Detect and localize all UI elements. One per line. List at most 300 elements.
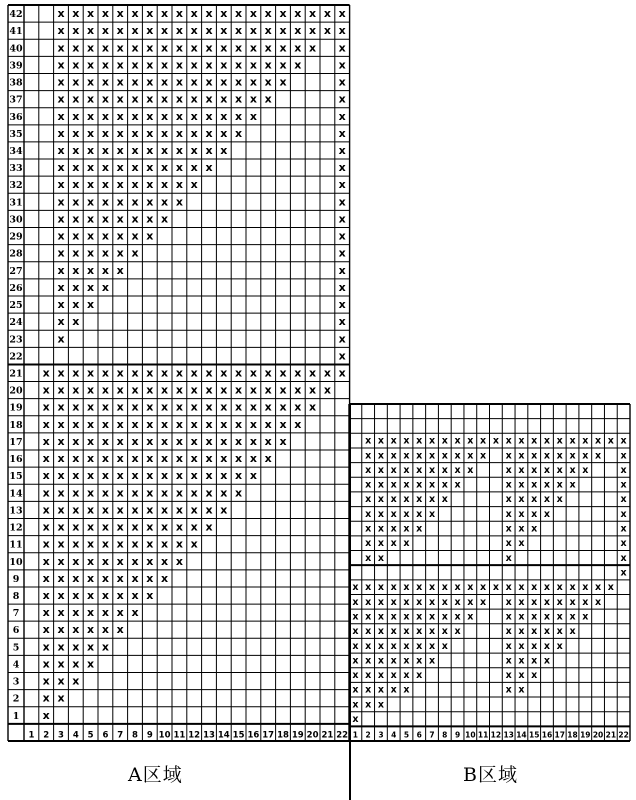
grid-a-cell-mark: x [294,41,302,55]
grid-b-cell-mark: x [531,494,538,506]
grid-a-cell-mark: x [264,41,272,55]
grid-b-cell-mark: x [518,640,525,652]
grid-a-cell-mark: x [116,24,124,38]
grid-b-cell-mark: x [377,582,385,594]
grid-a-cell-mark: x [249,75,257,89]
grid-a-cell-mark: x [249,92,257,106]
grid-a-cell-mark: x [131,469,139,483]
grid-b-cell-mark: x [365,596,372,608]
grid-a-cell-mark: x [131,246,139,260]
grid-a-cell-mark: x [338,126,346,140]
grid-a-cell-mark: x [87,58,95,72]
grid-a-cell-mark: x [205,400,213,414]
grid-a-cell-mark: x [57,229,65,243]
grid-b-cell-mark: x [390,494,397,506]
grid-a-cell-mark: x [101,589,109,603]
grid-a-row-label: 13 [9,505,23,517]
grid-a-cell-mark: x [57,58,65,72]
grid-a-cell-mark: x [72,212,80,226]
grid-a-cell-mark: x [42,657,50,671]
grid-a-row-label: 3 [12,676,20,688]
grid-a-cell-mark: x [116,126,124,140]
grid-b-cell-mark: x [607,435,614,447]
grid-a-cell-mark: x [72,400,80,414]
grid-a-cell-mark: x [72,554,80,568]
grid-a-cell-mark: x [146,229,154,243]
grid-a-cell-mark: x [161,434,169,448]
grid-b-cell-mark: x [377,523,385,535]
grid-b-cell-mark: x [352,670,359,682]
grid-a-cell-mark: x [338,109,346,123]
grid-a-cell-mark: x [131,606,139,620]
grid-a-cell-mark: x [131,195,139,209]
grid-a-cell-mark: x [57,7,65,21]
grid-b-cell-mark: x [377,626,385,638]
grid-a-cell-mark: x [57,315,65,329]
grid-a-cell-mark: x [101,606,109,620]
grid-a-col-label: 10 [158,730,171,741]
grid-a-cell-mark: x [116,434,124,448]
grid-a-cell-mark: x [131,571,139,585]
grid-b-cell-mark: x [403,684,410,696]
grid-a-cell-mark: x [146,434,154,448]
grid-b-cell-mark: x [403,508,410,520]
grid-a-col-label: 3 [58,730,64,741]
grid-a-cell-mark: x [42,400,50,414]
grid-a-row-label: 8 [12,591,20,603]
grid-a-cell-mark: x [42,623,50,637]
grid-b-cell-mark: x [352,684,359,696]
grid-a-cell-mark: x [101,161,109,175]
grid-a-cell-mark: x [101,520,109,534]
grid-a-cell-mark: x [220,469,228,483]
grid-a-col-label: 2 [43,730,50,741]
grid-a-cell-mark: x [338,7,346,21]
grid-a-cell-mark: x [116,58,124,72]
grid-a-cell-mark: x [161,161,169,175]
grid-a-row-label: 35 [9,128,23,140]
grid-a-cell-mark: x [116,503,124,517]
grid-a-row-label: 34 [9,145,23,157]
grid-a-cell-mark: x [338,366,346,380]
grid-a-cell-mark: x [72,143,80,157]
grid-b-cell-mark: x [416,479,423,491]
grid-a-cell-mark: x [57,606,65,620]
grid-a-cell-mark: x [161,537,169,551]
grid-b-col-label: 11 [477,730,489,740]
grid-a-cell-mark: x [101,640,109,654]
grid-a-cell-mark: x [57,417,65,431]
grid-a-cell-mark: x [42,708,50,722]
grid-a-cell-mark: x [249,109,257,123]
grid-a-col-label: 5 [87,730,94,741]
grid-a-cell-mark: x [87,280,95,294]
grid-a-cell-mark: x [116,246,124,260]
grid-b-cell-mark: x [543,450,551,462]
grid-a-cell-mark: x [205,126,213,140]
grid-a-cell-mark: x [131,417,139,431]
grid-b-cell-mark: x [569,596,576,608]
grid-a-cell-mark: x [42,452,50,466]
grid-a-cell-mark: x [175,486,183,500]
grid-a-cell-mark: x [338,41,346,55]
grid-a-cell-mark: x [146,58,154,72]
grid-b-cell-mark: x [620,523,627,535]
grid-b-cell-mark: x [620,479,627,491]
grid-a-cell-mark: x [146,41,154,55]
grid-a-cell-mark: x [279,383,287,397]
grid-a-cell-mark: x [190,178,198,192]
grid-a-cell-mark: x [87,246,95,260]
grid-b-cell-mark: x [365,435,372,447]
grid-b-cell-mark: x [556,611,563,623]
grid-a-cell-mark: x [264,92,272,106]
grid-b-col-label: 12 [490,730,502,740]
grid-a-row-label: 32 [9,180,23,192]
grid-a-cell-mark: x [161,126,169,140]
grid-a-cell-mark: x [101,434,109,448]
grid-b-cell-mark: x [594,435,602,447]
grid-a-cell-mark: x [116,606,124,620]
grid-a-cell-mark: x [57,109,65,123]
grid-b-cell-mark: x [505,655,512,667]
grid-b-cell-mark: x [454,596,461,608]
grid-a-cell-mark: x [101,366,109,380]
grid-a-cell-mark: x [161,178,169,192]
grid-b-cell-mark: x [403,479,410,491]
grid-a-col-label: 11 [173,730,186,741]
grid-a-cell-mark: x [101,126,109,140]
grid-a-cell-mark: x [249,400,257,414]
grid-a-cell-mark: x [42,434,50,448]
grid-b-cell-mark: x [377,494,385,506]
grid-a-cell-mark: x [72,623,80,637]
grid-b-cell-mark: x [416,523,423,535]
grid-a-cell-mark: x [190,58,198,72]
grid-a-cell-mark: x [57,212,65,226]
grid-a-cell-mark: x [161,469,169,483]
grid-b-col-label: 14 [516,730,527,740]
grid-a-row-label: 9 [12,573,20,585]
grid-a-cell-mark: x [249,366,257,380]
grid-a-cell-mark: x [161,195,169,209]
grid-b-cell-mark: x [518,538,525,550]
grid-b-cell-mark: x [365,464,372,476]
grid-a-cell-mark: x [87,417,95,431]
grid-b-col-label: 10 [465,730,476,740]
grid-b-cell-mark: x [569,464,576,476]
region-divider [349,404,351,800]
grid-a-cell-mark: x [161,554,169,568]
grid-a-cell-mark: x [72,195,80,209]
grid-a-cell-mark: x [72,657,80,671]
grid-a-cell-mark: x [205,109,213,123]
grid-a-cell-mark: x [190,143,198,157]
grid-a-cell-mark: x [42,520,50,534]
grid-a-col-label: 4 [72,730,79,741]
grid-a-cell-mark: x [146,126,154,140]
grid-b-cell-mark: x [390,626,397,638]
grid-a-cell-mark: x [57,161,65,175]
grid-a-cell-mark: x [146,486,154,500]
grid-a-row-label: 5 [12,642,20,654]
grid-b-cell-mark: x [505,670,512,682]
grid-b-cell-mark: x [390,464,397,476]
grid-b-cell-mark: x [454,464,461,476]
grid-b-cell-mark: x [556,596,563,608]
grid-a-cell-mark: x [87,75,95,89]
grid-a-row-label: 10 [9,556,23,568]
grid-a-cell-mark: x [249,24,257,38]
grid-a-cell-mark: x [72,315,80,329]
grid-b-cell-mark: x [467,450,474,462]
grid-a-cell-mark: x [235,126,243,140]
grid-a-cell-mark: x [116,41,124,55]
grid-b-cell-mark: x [582,450,589,462]
grid-a-col-label: 17 [262,730,275,741]
grid-a-cell-mark: x [338,58,346,72]
grid-b-cell-mark: x [454,479,461,491]
grid-b-cell-mark: x [556,494,563,506]
grid-a-cell-mark: x [57,554,65,568]
grid-a-cell-mark: x [220,92,228,106]
grid-a-cell-mark: x [220,417,228,431]
grid-a-cell-mark: x [72,298,80,312]
grid-a-cell-mark: x [220,58,228,72]
grid-a-cell-mark: x [101,195,109,209]
grid-b-cell-mark: x [365,494,372,506]
grid-a-cell-mark: x [205,24,213,38]
grid-a-cell-mark: x [87,469,95,483]
grid-b-cell-mark: x [543,611,551,623]
grid-a-cell-mark: x [235,469,243,483]
grid-a-cell-mark: x [87,520,95,534]
grid-a-cell-mark: x [175,520,183,534]
grid-a-cell-mark: x [161,41,169,55]
grid-b-cell-mark: x [505,552,512,564]
grid-b-cell-mark: x [467,464,474,476]
grid-a-cell-mark: x [101,143,109,157]
grid-a-cell-mark: x [249,417,257,431]
grid-b-cell-mark: x [377,640,385,652]
grid-a-cell-mark: x [161,143,169,157]
grid-a-cell-mark: x [72,58,80,72]
grid-a-cell-mark: x [175,554,183,568]
grid-b-cell-mark: x [365,640,372,652]
grid-a-cell-mark: x [235,58,243,72]
grid-b-cell-mark: x [543,626,551,638]
grid-a-cell-mark: x [146,195,154,209]
grid-a-cell-mark: x [161,366,169,380]
grid-a-cell-mark: x [175,41,183,55]
grid-a-cell-mark: x [116,383,124,397]
grid-b-col-label: 15 [528,730,540,740]
grid-a-cell-mark: x [235,383,243,397]
grid-a-cell-mark: x [131,366,139,380]
grid-a-cell-mark: x [42,366,50,380]
grid-a-cell-mark: x [264,366,272,380]
grid-a-cell-mark: x [131,537,139,551]
grid-a-row-label: 31 [9,197,23,209]
grid-a-cell-mark: x [57,263,65,277]
grid-a-cell-mark: x [57,640,65,654]
grid-a-cell-mark: x [101,178,109,192]
grid-a-cell-mark: x [338,161,346,175]
grid-b-cell-mark: x [480,596,487,608]
grid-a-cell-mark: x [323,24,331,38]
grid-a-cell-mark: x [87,606,95,620]
grid-a-cell-mark: x [87,298,95,312]
grid-b-cell-mark: x [531,508,538,520]
grid-a-cell-mark: x [338,24,346,38]
grid-a-cell-mark: x [338,92,346,106]
grid-a-cell-mark: x [57,674,65,688]
grid-a-cell-mark: x [57,178,65,192]
grid-b-cell-mark: x [569,435,576,447]
grid-a-cell-mark: x [57,452,65,466]
grid-a-cell-mark: x [146,400,154,414]
grid-a-cell-mark: x [338,229,346,243]
grid-a-cell-mark: x [87,452,95,466]
grid-a-cell-mark: x [116,400,124,414]
grid-a-cell-mark: x [57,383,65,397]
grid-b-cell-mark: x [428,640,436,652]
grid-b-cell-mark: x [428,479,436,491]
grid-a-cell-mark: x [72,7,80,21]
grid-a-cell-mark: x [57,332,65,346]
grid-a-cell-mark: x [175,92,183,106]
grid-a-col-label: 20 [306,730,319,741]
grid-a-cell-mark: x [205,7,213,21]
grid-a-cell-mark: x [146,469,154,483]
grid-a-cell-mark: x [161,24,169,38]
grid-a-cell-mark: x [131,452,139,466]
grid-a-cell-mark: x [175,366,183,380]
grid-a-row-label: 25 [9,300,23,312]
grid-b-cell-mark: x [352,714,359,726]
grid-a-cell-mark: x [235,92,243,106]
grid-b-cell-mark: x [416,670,423,682]
grid-b-cell-mark: x [505,684,512,696]
grid-b-cell-mark: x [403,494,410,506]
grid-b-cell-mark: x [377,699,385,711]
grid-b-cell-mark: x [620,552,627,564]
grid-b-col-label: 20 [592,730,604,740]
grid-a-cell-mark: x [42,417,50,431]
grid-b-cell-mark: x [377,508,385,520]
grid-b-cell-mark: x [620,494,627,506]
grid-a-cell-mark: x [279,41,287,55]
grid-b-cell-mark: x [403,596,410,608]
grid-a-cell-mark: x [72,109,80,123]
grid-a-cell-mark: x [87,263,95,277]
grid-a-cell-mark: x [87,486,95,500]
grid-b-cell-mark: x [365,508,372,520]
grid-b-cell-mark: x [518,582,525,594]
grid-b-cell-mark: x [543,479,551,491]
grid-a-cell-mark: x [72,434,80,448]
grid-a-cell-mark: x [87,503,95,517]
grid-a-cell-mark: x [116,366,124,380]
grid-a-cell-mark: x [190,452,198,466]
grid-b-cell-mark: x [543,655,551,667]
grid-b-cell-mark: x [441,494,448,506]
grid-a-cell-mark: x [146,143,154,157]
grid-a-cell-mark: x [57,469,65,483]
grid-a-cell-mark: x [131,143,139,157]
grid-a-cell-mark: x [116,212,124,226]
grid-a-cell-mark: x [42,503,50,517]
grid-b-cell-mark: x [467,611,474,623]
grid-b-col-label: 5 [403,730,410,740]
grid-a-cell-mark: x [190,486,198,500]
grid-a-cell-mark: x [146,7,154,21]
grid-a-cell-mark: x [175,75,183,89]
grid-a-cell-mark: x [72,126,80,140]
grid-b-cell-mark: x [428,450,436,462]
grid-a-cell-mark: x [146,92,154,106]
grid-a-cell-mark: x [279,58,287,72]
grid-a-cell-mark: x [57,143,65,157]
grid-a-cell-mark: x [146,520,154,534]
grid-b-cell-mark: x [594,450,602,462]
grid-a-cell-mark: x [161,452,169,466]
grid-a-cell-mark: x [161,92,169,106]
grid-a-cell-mark: x [205,383,213,397]
grid-a-cell-mark: x [146,589,154,603]
grid-a-cell-mark: x [87,571,95,585]
grid-a-cell-mark: x [116,469,124,483]
grid-b-cell-mark: x [441,596,448,608]
grid-a-cell-mark: x [235,7,243,21]
grid-b-cell-mark: x [620,464,627,476]
grid-b-cell-mark: x [403,523,410,535]
grid-a-cell-mark: x [161,212,169,226]
grid-a-cell-mark: x [101,623,109,637]
grid-a-col-label: 1 [28,730,35,741]
grid-b-cell-mark: x [352,611,359,623]
grid-a-col-label: 12 [188,730,201,741]
grid-a-cell-mark: x [220,400,228,414]
grid-b-cell-mark: x [505,626,512,638]
grid-b-cell-mark: x [390,538,397,550]
grid-a-cell-mark: x [264,7,272,21]
grid-a-cell-mark: x [264,400,272,414]
grid-b-cell-mark: x [428,435,436,447]
grid-a-row-label: 42 [9,9,23,21]
grid-b-cell-mark: x [441,464,448,476]
grid-a-cell-mark: x [175,7,183,21]
grid-b-cell-mark: x [390,670,397,682]
grid-a-row-label: 27 [9,265,23,277]
grid-b-cell-mark: x [505,640,512,652]
grid-a-col-label: 14 [217,730,230,741]
grid-a-cell-mark: x [175,109,183,123]
grid-a-cell-mark: x [220,109,228,123]
grid-a-cell-mark: x [87,195,95,209]
grid-b-cell-mark: x [352,655,359,667]
grid-a-cell-mark: x [161,58,169,72]
grid-b-cell-mark: x [377,538,385,550]
grid-a-cell-mark: x [309,383,317,397]
grid-b-cell-mark: x [390,508,397,520]
grid-b-cell-mark: x [531,479,538,491]
grid-b-cell-mark: x [582,611,589,623]
grid-a-cell-mark: x [190,161,198,175]
grid-a-cell-mark: x [220,143,228,157]
grid-a-cell-mark: x [294,366,302,380]
grid-a-cell-mark: x [57,657,65,671]
